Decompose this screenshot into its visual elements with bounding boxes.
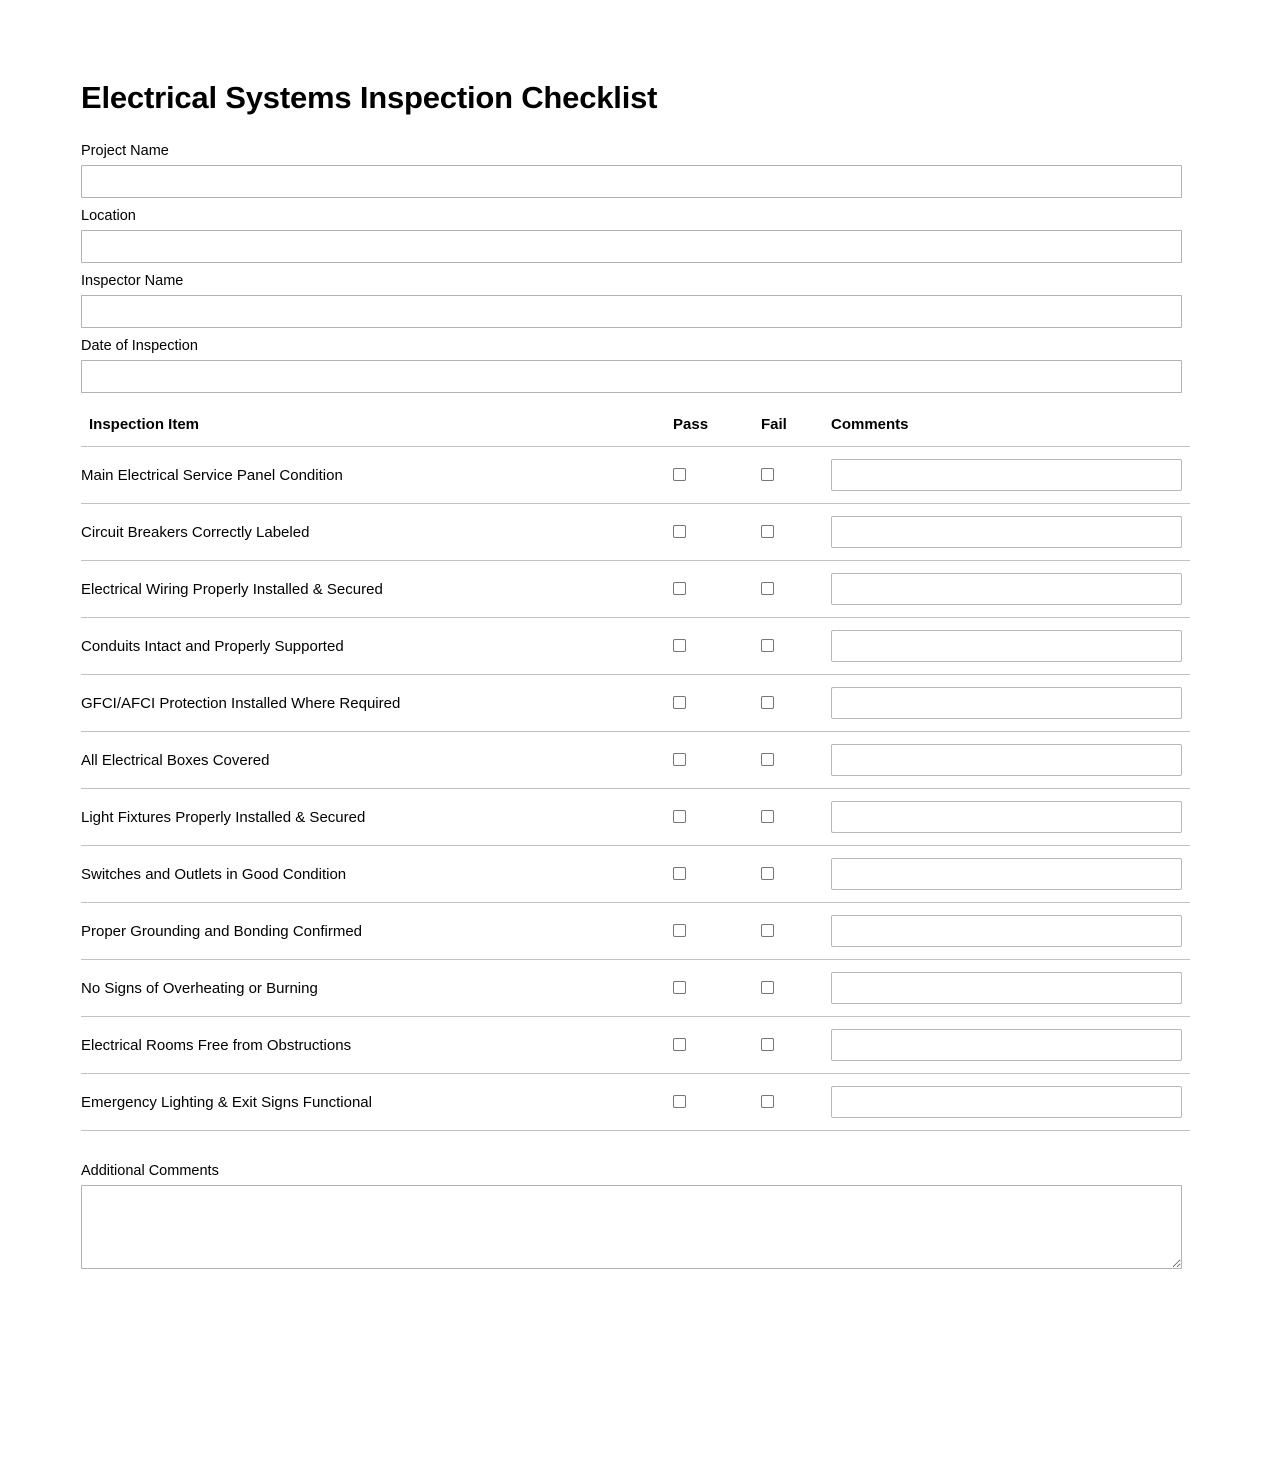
row-comment-input[interactable] — [831, 573, 1182, 605]
column-header-pass: Pass — [673, 416, 761, 447]
table-row — [81, 1074, 1190, 1131]
label-date-of-inspection: Date of Inspection — [81, 338, 198, 355]
column-header-inspection-item: Inspection Item — [81, 416, 673, 447]
fail-checkbox[interactable] — [761, 1038, 774, 1051]
fail-checkbox[interactable] — [761, 696, 774, 709]
pass-checkbox[interactable] — [673, 639, 686, 652]
fail-checkbox[interactable] — [761, 981, 774, 994]
pass-checkbox[interactable] — [673, 981, 686, 994]
pass-cell — [673, 675, 761, 732]
row-comment-input[interactable] — [831, 1029, 1182, 1061]
fail-checkbox[interactable] — [761, 639, 774, 652]
inspection-item-label: Emergency Lighting & Exit Signs Functional — [81, 1074, 673, 1131]
location-input[interactable] — [81, 230, 1182, 263]
inspection-item-label: Circuit Breakers Correctly Labeled — [81, 504, 673, 561]
row-comment-input[interactable] — [831, 1086, 1182, 1118]
date-of-inspection-input[interactable] — [81, 360, 1182, 393]
fail-cell — [761, 903, 831, 960]
field-location — [81, 207, 1182, 263]
fail-checkbox[interactable] — [761, 810, 774, 823]
pass-cell — [673, 504, 761, 561]
table-row — [81, 618, 1190, 675]
pass-cell — [673, 1074, 761, 1131]
table-row — [81, 1017, 1190, 1074]
comment-cell — [831, 1017, 1190, 1074]
fail-cell — [761, 561, 831, 618]
inspection-item-label: Main Electrical Service Panel Condition — [81, 447, 673, 504]
row-comment-input[interactable] — [831, 744, 1182, 776]
comment-cell — [831, 618, 1190, 675]
fail-cell — [761, 504, 831, 561]
pass-checkbox[interactable] — [673, 1038, 686, 1051]
inspection-item-label: Light Fixtures Properly Installed & Secured — [81, 789, 673, 846]
inspection-item-label: No Signs of Overheating or Burning — [81, 960, 673, 1017]
table-row — [81, 789, 1190, 846]
fail-checkbox[interactable] — [761, 924, 774, 937]
pass-checkbox[interactable] — [673, 924, 686, 937]
fail-checkbox[interactable] — [761, 582, 774, 595]
inspection-item-label: Conduits Intact and Properly Supported — [81, 618, 673, 675]
row-comment-input[interactable] — [831, 459, 1182, 491]
fail-cell — [761, 447, 831, 504]
pass-cell — [673, 846, 761, 903]
label-inspector-name: Inspector Name — [81, 273, 184, 290]
row-comment-input[interactable] — [831, 915, 1182, 947]
pass-checkbox[interactable] — [673, 810, 686, 823]
pass-cell — [673, 447, 761, 504]
fail-cell — [761, 1074, 831, 1131]
pass-cell — [673, 789, 761, 846]
fail-checkbox[interactable] — [761, 468, 774, 481]
fail-cell — [761, 675, 831, 732]
pass-checkbox[interactable] — [673, 468, 686, 481]
inspection-item-label: GFCI/AFCI Protection Installed Where Required — [81, 675, 673, 732]
table-row — [81, 504, 1190, 561]
pass-checkbox[interactable] — [673, 1095, 686, 1108]
fail-cell — [761, 846, 831, 903]
pass-checkbox[interactable] — [673, 696, 686, 709]
label-location: Location — [81, 208, 136, 225]
inspection-item-label: Electrical Wiring Properly Installed & Secured — [81, 561, 673, 618]
inspection-item-label: Switches and Outlets in Good Condition — [81, 846, 673, 903]
row-comment-input[interactable] — [831, 516, 1182, 548]
row-comment-input[interactable] — [831, 687, 1182, 719]
inspection-checklist-table — [81, 416, 1190, 1131]
header-form — [81, 142, 1182, 393]
table-row — [81, 846, 1190, 903]
row-comment-input[interactable] — [831, 630, 1182, 662]
comment-cell — [831, 846, 1190, 903]
inspector-name-input[interactable] — [81, 295, 1182, 328]
comment-cell — [831, 561, 1190, 618]
additional-comments-textarea[interactable] — [81, 1185, 1182, 1269]
table-body — [81, 447, 1190, 1131]
pass-checkbox[interactable] — [673, 525, 686, 538]
column-header-fail: Fail — [761, 416, 831, 447]
fail-cell — [761, 732, 831, 789]
pass-checkbox[interactable] — [673, 867, 686, 880]
field-date-of-inspection — [81, 337, 1182, 393]
pass-checkbox[interactable] — [673, 753, 686, 766]
pass-cell — [673, 618, 761, 675]
table-row — [81, 447, 1190, 504]
pass-cell — [673, 960, 761, 1017]
comment-cell — [831, 504, 1190, 561]
comment-cell — [831, 960, 1190, 1017]
row-comment-input[interactable] — [831, 972, 1182, 1004]
table-row — [81, 903, 1190, 960]
fail-checkbox[interactable] — [761, 867, 774, 880]
pass-cell — [673, 903, 761, 960]
fail-cell — [761, 618, 831, 675]
table-row — [81, 561, 1190, 618]
fail-checkbox[interactable] — [761, 525, 774, 538]
fail-cell — [761, 1017, 831, 1074]
fail-cell — [761, 960, 831, 1017]
table-header-row — [81, 416, 1190, 447]
label-project-name: Project Name — [81, 143, 169, 160]
inspection-item-label: Proper Grounding and Bonding Confirmed — [81, 903, 673, 960]
fail-checkbox[interactable] — [761, 1095, 774, 1108]
project-name-input[interactable] — [81, 165, 1182, 198]
inspection-item-label: All Electrical Boxes Covered — [81, 732, 673, 789]
table-row — [81, 732, 1190, 789]
comment-cell — [831, 675, 1190, 732]
pass-cell — [673, 732, 761, 789]
field-inspector-name — [81, 272, 1182, 328]
comment-cell — [831, 732, 1190, 789]
table-header — [81, 416, 1190, 447]
comment-cell — [831, 903, 1190, 960]
additional-comments-section — [81, 1162, 1182, 1269]
page-title: Electrical Systems Inspection Checklist — [81, 80, 658, 115]
comment-cell — [831, 1074, 1190, 1131]
pass-cell — [673, 561, 761, 618]
pass-checkbox[interactable] — [673, 582, 686, 595]
comment-cell — [831, 447, 1190, 504]
inspection-item-label: Electrical Rooms Free from Obstructions — [81, 1017, 673, 1074]
column-header-comments: Comments — [831, 416, 1190, 447]
pass-cell — [673, 1017, 761, 1074]
comment-cell — [831, 789, 1190, 846]
table-row — [81, 675, 1190, 732]
row-comment-input[interactable] — [831, 858, 1182, 890]
table-row — [81, 960, 1190, 1017]
label-additional-comments: Additional Comments — [81, 1163, 219, 1180]
field-project-name — [81, 142, 1182, 198]
fail-cell — [761, 789, 831, 846]
row-comment-input[interactable] — [831, 801, 1182, 833]
fail-checkbox[interactable] — [761, 753, 774, 766]
